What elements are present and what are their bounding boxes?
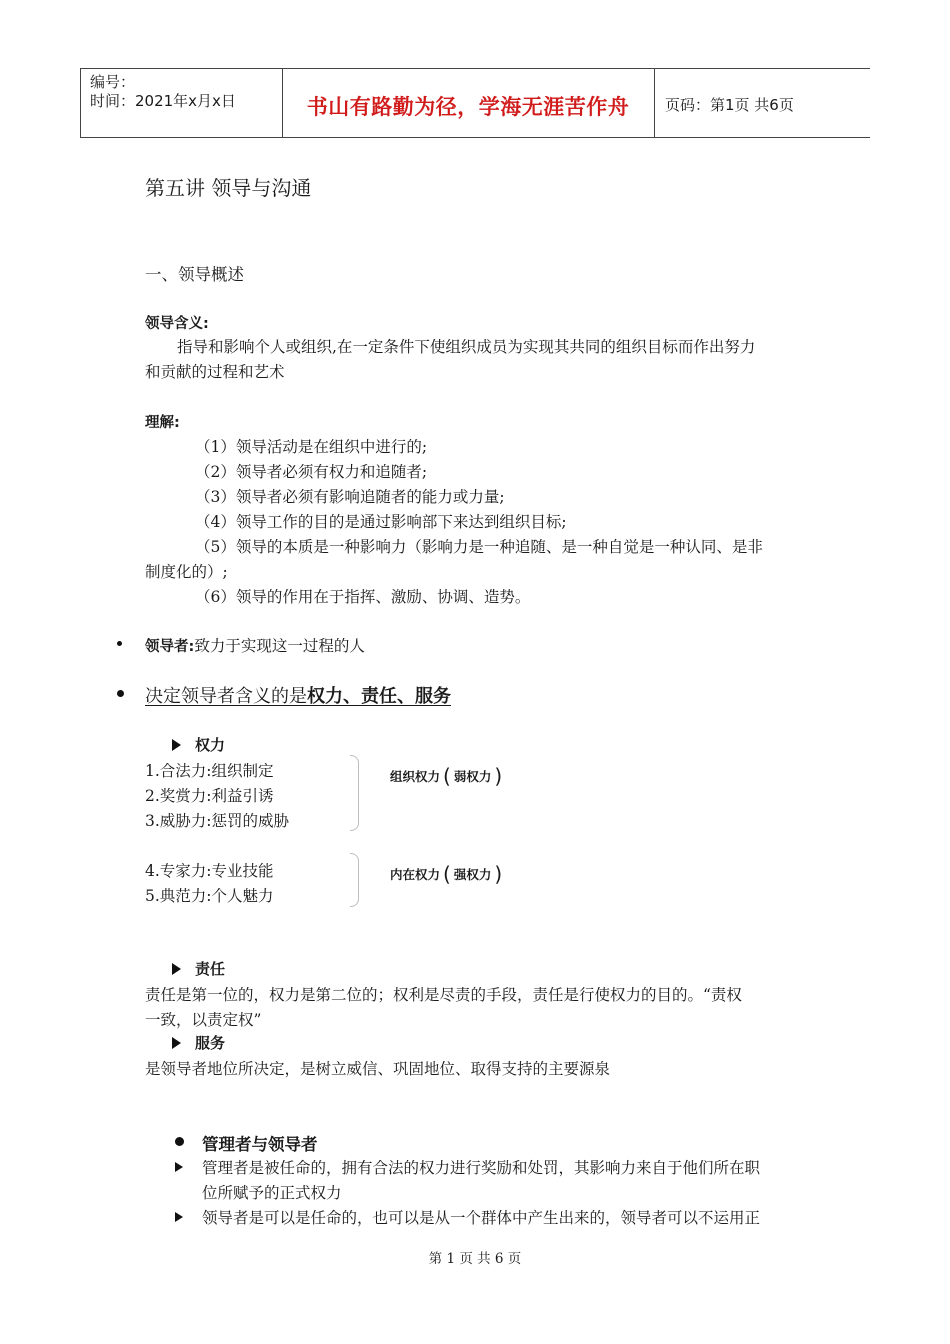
determining-bold: 权力、责任、服务	[307, 686, 451, 707]
leader-definition	[145, 634, 365, 656]
bullet-dot	[117, 690, 124, 697]
bullet-dot-small	[117, 641, 122, 646]
definition-line-1: 指导和影响个人或组织,在一定条件下使组织成员为实现其共同的组织目标而作出努力	[177, 338, 756, 356]
arrow-bullet-icon	[172, 963, 181, 975]
power-item-4: 4.专家力:专业技能	[145, 862, 274, 880]
point-5-line-1: （5）领导的本质是一种影响力（影响力是一种追随、是一种自觉是一种认同、是非	[195, 538, 763, 556]
header-time: 时间：2021年x月x日	[90, 92, 236, 110]
document-header	[80, 68, 870, 138]
arrow-bullet-icon	[172, 1037, 181, 1049]
manager-item-line-2: 位所赋予的正式权力	[202, 1184, 342, 1202]
service-line-1: 是领导者地位所决定，是树立威信、巩固地位、取得支持的主要源泉	[145, 1060, 611, 1078]
leader-label: 领导者:	[145, 639, 195, 655]
power-item-1: 1.合法力:组织制定	[145, 762, 274, 780]
point-4: （4）领导工作的目的是通过影响部下来达到组织目标;	[195, 513, 567, 531]
power-item-3: 3.威胁力:惩罚的威胁	[145, 812, 290, 830]
determining-factors	[145, 682, 451, 708]
header-page-info: 页码：第1页 共6页	[665, 96, 794, 114]
organizational-power-label: 组织权力 ( 弱权力 )	[390, 764, 503, 788]
brace-inner	[350, 853, 359, 907]
brace-organizational	[350, 755, 359, 831]
understanding-label: 理解:	[145, 415, 180, 431]
inner-power-label: 内在权力 ( 强权力 )	[390, 862, 503, 886]
header-number: 编号：	[90, 73, 136, 91]
header-meta	[90, 73, 236, 111]
arrow-bullet-icon	[175, 1162, 183, 1172]
power-item-5: 5.典范力:个人魅力	[145, 887, 274, 905]
leader-item-line-1: 领导者是可以是任命的，也可以是从一个群体中产生出来的，领导者可以不运用正	[202, 1209, 761, 1227]
power-item-2: 2.奖赏力:利益引诱	[145, 787, 274, 805]
bullet-dot-large	[175, 1137, 184, 1146]
responsibility-line-1: 责任是第一位的，权力是第二位的；权利是尽责的手段，责任是行使权力的目的。“责权	[145, 986, 742, 1004]
point-5-line-2: 制度化的）;	[145, 563, 228, 581]
header-divider-2	[654, 69, 655, 137]
manager-vs-leader-heading: 管理者与领导者	[202, 1135, 318, 1154]
determining-prefix: 决定领导者含义的是	[145, 686, 307, 707]
leader-text: 致力于实现这一过程的人	[194, 637, 365, 655]
header-border-left	[80, 69, 81, 137]
header-motto: 书山有路勤为径，学海无涯苦作舟	[306, 95, 630, 119]
manager-item-line-1: 管理者是被任命的，拥有合法的权力进行奖励和处罚，其影响力来自于他们所在职	[202, 1159, 761, 1177]
arrow-bullet-icon	[172, 739, 181, 751]
section-heading: 一、领导概述	[145, 265, 244, 284]
power-heading: 权力	[172, 734, 225, 755]
responsibility-heading: 责任	[172, 958, 225, 979]
point-2: （2）领导者必须有权力和追随者;	[195, 463, 428, 481]
point-6: （6）领导的作用在于指挥、激励、协调、造势。	[195, 588, 531, 606]
arrow-bullet-icon	[175, 1212, 183, 1222]
point-1: （1）领导活动是在组织中进行的;	[195, 438, 428, 456]
lecture-title: 第五讲 领导与沟通	[145, 176, 312, 200]
definition-label: 领导含义:	[145, 316, 209, 332]
definition-line-2: 和贡献的过程和艺术	[145, 363, 285, 381]
responsibility-line-2: 一致，以责定权”	[145, 1011, 262, 1029]
point-3: （3）领导者必须有影响追随者的能力或力量;	[195, 488, 505, 506]
page-footer: 第 1 页 共 6 页	[428, 1251, 522, 1267]
service-heading: 服务	[172, 1032, 225, 1053]
